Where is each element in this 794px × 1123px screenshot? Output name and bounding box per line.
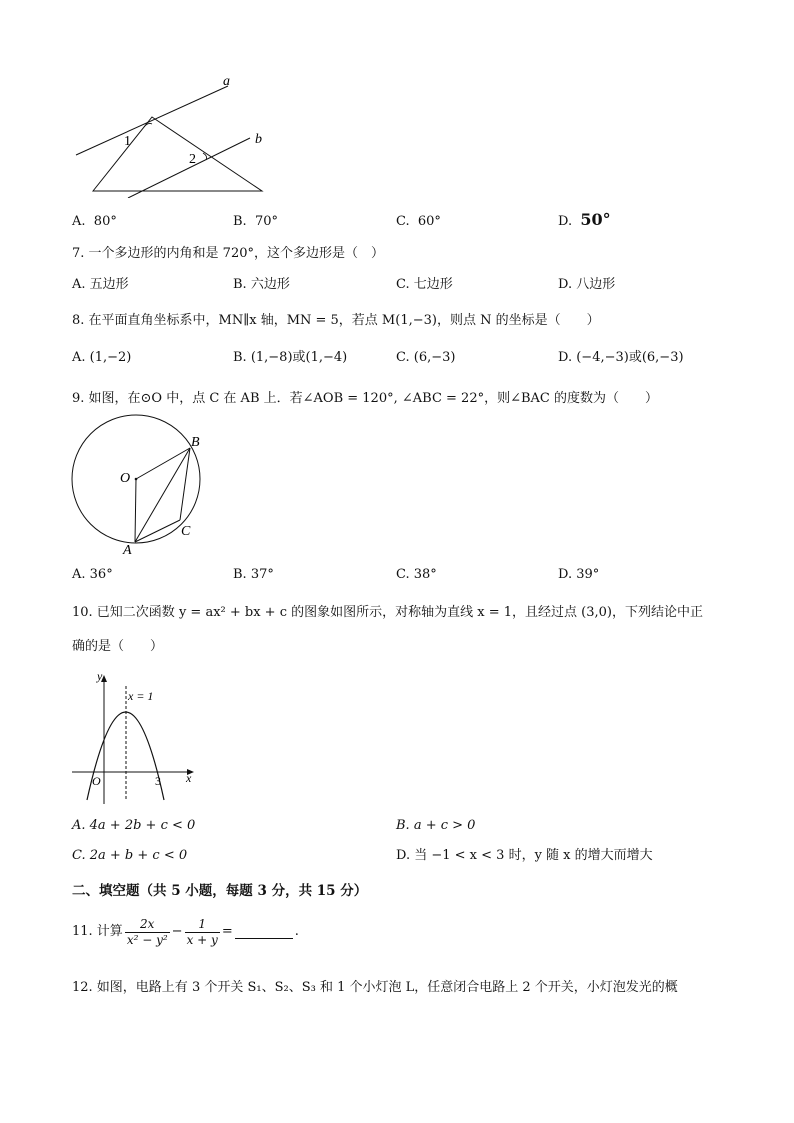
q11-prefix: 11. 计算 bbox=[72, 924, 123, 939]
q11-equals: = bbox=[221, 924, 233, 939]
q9-option-b[interactable]: B. 37° bbox=[233, 567, 274, 582]
segment-oa bbox=[135, 479, 136, 542]
angle1-label: 1 bbox=[124, 134, 131, 149]
q11-period: . bbox=[294, 924, 299, 939]
point-o bbox=[135, 478, 138, 481]
origin-label: O bbox=[92, 774, 101, 788]
q8-option-a[interactable]: A. (1,−2) bbox=[72, 350, 132, 365]
q9-option-a[interactable]: A. 36° bbox=[72, 567, 113, 582]
label-a: A bbox=[123, 543, 132, 557]
q9-stem: 9. 如图，在⊙O 中，点 C 在 AB 上．若∠AOB = 120°, ∠ABC = 22°，则∠BAC 的度数为（ ） bbox=[72, 391, 658, 406]
line-b bbox=[128, 138, 250, 198]
q8-option-b[interactable]: B. (1,−8)或(1,−4) bbox=[233, 350, 348, 365]
segment-bc bbox=[180, 448, 190, 520]
label-c: C bbox=[181, 524, 191, 539]
triangle bbox=[93, 117, 262, 191]
q12-stem: 12. 如图，电路上有 3 个开关 S₁、S₂、S₃ 和 1 个小灯泡 L，任意闭合电路上 2 个开关，小灯泡发光的概 bbox=[72, 980, 678, 995]
q9-option-c[interactable]: C. 38° bbox=[396, 567, 437, 582]
label-b: B bbox=[191, 435, 200, 450]
figure-q10-parabola bbox=[66, 664, 201, 809]
line-b-label: b bbox=[255, 132, 262, 147]
q10-stem-line2: 确的是（ ） bbox=[72, 639, 164, 654]
q7-option-d[interactable]: D. 八边形 bbox=[558, 277, 616, 292]
q9-option-d[interactable]: D. 39° bbox=[558, 567, 600, 582]
q6-option-a[interactable]: A. 80° bbox=[72, 214, 117, 229]
q11-fraction-2 bbox=[185, 917, 220, 948]
q11-minus: − bbox=[171, 924, 183, 939]
q11-fraction-1 bbox=[125, 917, 170, 948]
q7-option-b[interactable]: B. 六边形 bbox=[233, 277, 290, 292]
q11-fraction-2-denominator: x + y bbox=[186, 932, 218, 947]
q8-stem: 8. 在平面直角坐标系中，MN∥x 轴，MN = 5，若点 M(1,−3)，则点 N 的坐标是（ ） bbox=[72, 313, 600, 328]
symmetry-axis-label: x = 1 bbox=[128, 689, 154, 703]
q8-option-c[interactable]: C. (6,−3) bbox=[396, 350, 456, 365]
q10-option-c[interactable]: C. 2a + b + c < 0 bbox=[72, 848, 188, 863]
q11-line bbox=[72, 914, 299, 950]
angle2-arc bbox=[203, 153, 207, 160]
q10-stem-line1: 10. 已知二次函数 y = ax² + bx + c 的图象如图所示，对称轴为直线 x = 1，且经过点 (3,0)，下列结论中正 bbox=[72, 605, 703, 620]
q11-answer-blank[interactable] bbox=[235, 926, 293, 939]
figure-q6 bbox=[60, 68, 280, 198]
q6-option-b[interactable]: B. 70° bbox=[233, 214, 278, 229]
q6-option-d[interactable]: D. 50° bbox=[558, 210, 611, 229]
q7-option-a[interactable]: A. 五边形 bbox=[72, 277, 129, 292]
angle2-label: 2 bbox=[189, 152, 196, 167]
section-2-title: 二、填空题（共 5 小题，每题 3 分，共 15 分） bbox=[72, 883, 368, 899]
q8-option-d[interactable]: D. (−4,−3)或(6,−3) bbox=[558, 350, 684, 365]
figure-q9-circle bbox=[68, 412, 208, 557]
q7-stem: 7. 一个多边形的内角和是 720°，这个多边形是（ ） bbox=[72, 246, 384, 261]
label-o: O bbox=[120, 471, 131, 486]
q7-option-c[interactable]: C. 七边形 bbox=[396, 277, 453, 292]
line-a-label: a bbox=[223, 74, 230, 89]
q11-fraction-1-denominator: x² − y² bbox=[126, 932, 168, 947]
q10-option-b[interactable]: B. a + c > 0 bbox=[396, 818, 476, 833]
q6-option-c[interactable]: C. 60° bbox=[396, 214, 441, 229]
segment-ob bbox=[136, 448, 190, 479]
y-axis-label: y bbox=[97, 669, 103, 683]
line-a bbox=[76, 86, 228, 155]
q11-fraction-1-numerator: 2x bbox=[125, 917, 170, 933]
q11-fraction-2-numerator: 1 bbox=[185, 917, 220, 933]
q10-option-a[interactable]: A. 4a + 2b + c < 0 bbox=[72, 818, 196, 833]
x-axis-label: x bbox=[186, 771, 192, 785]
q10-option-d[interactable]: D. 当 −1 < x < 3 时，y 随 x 的增大而增大 bbox=[396, 848, 653, 863]
tick-3-label: 3 bbox=[155, 774, 161, 788]
